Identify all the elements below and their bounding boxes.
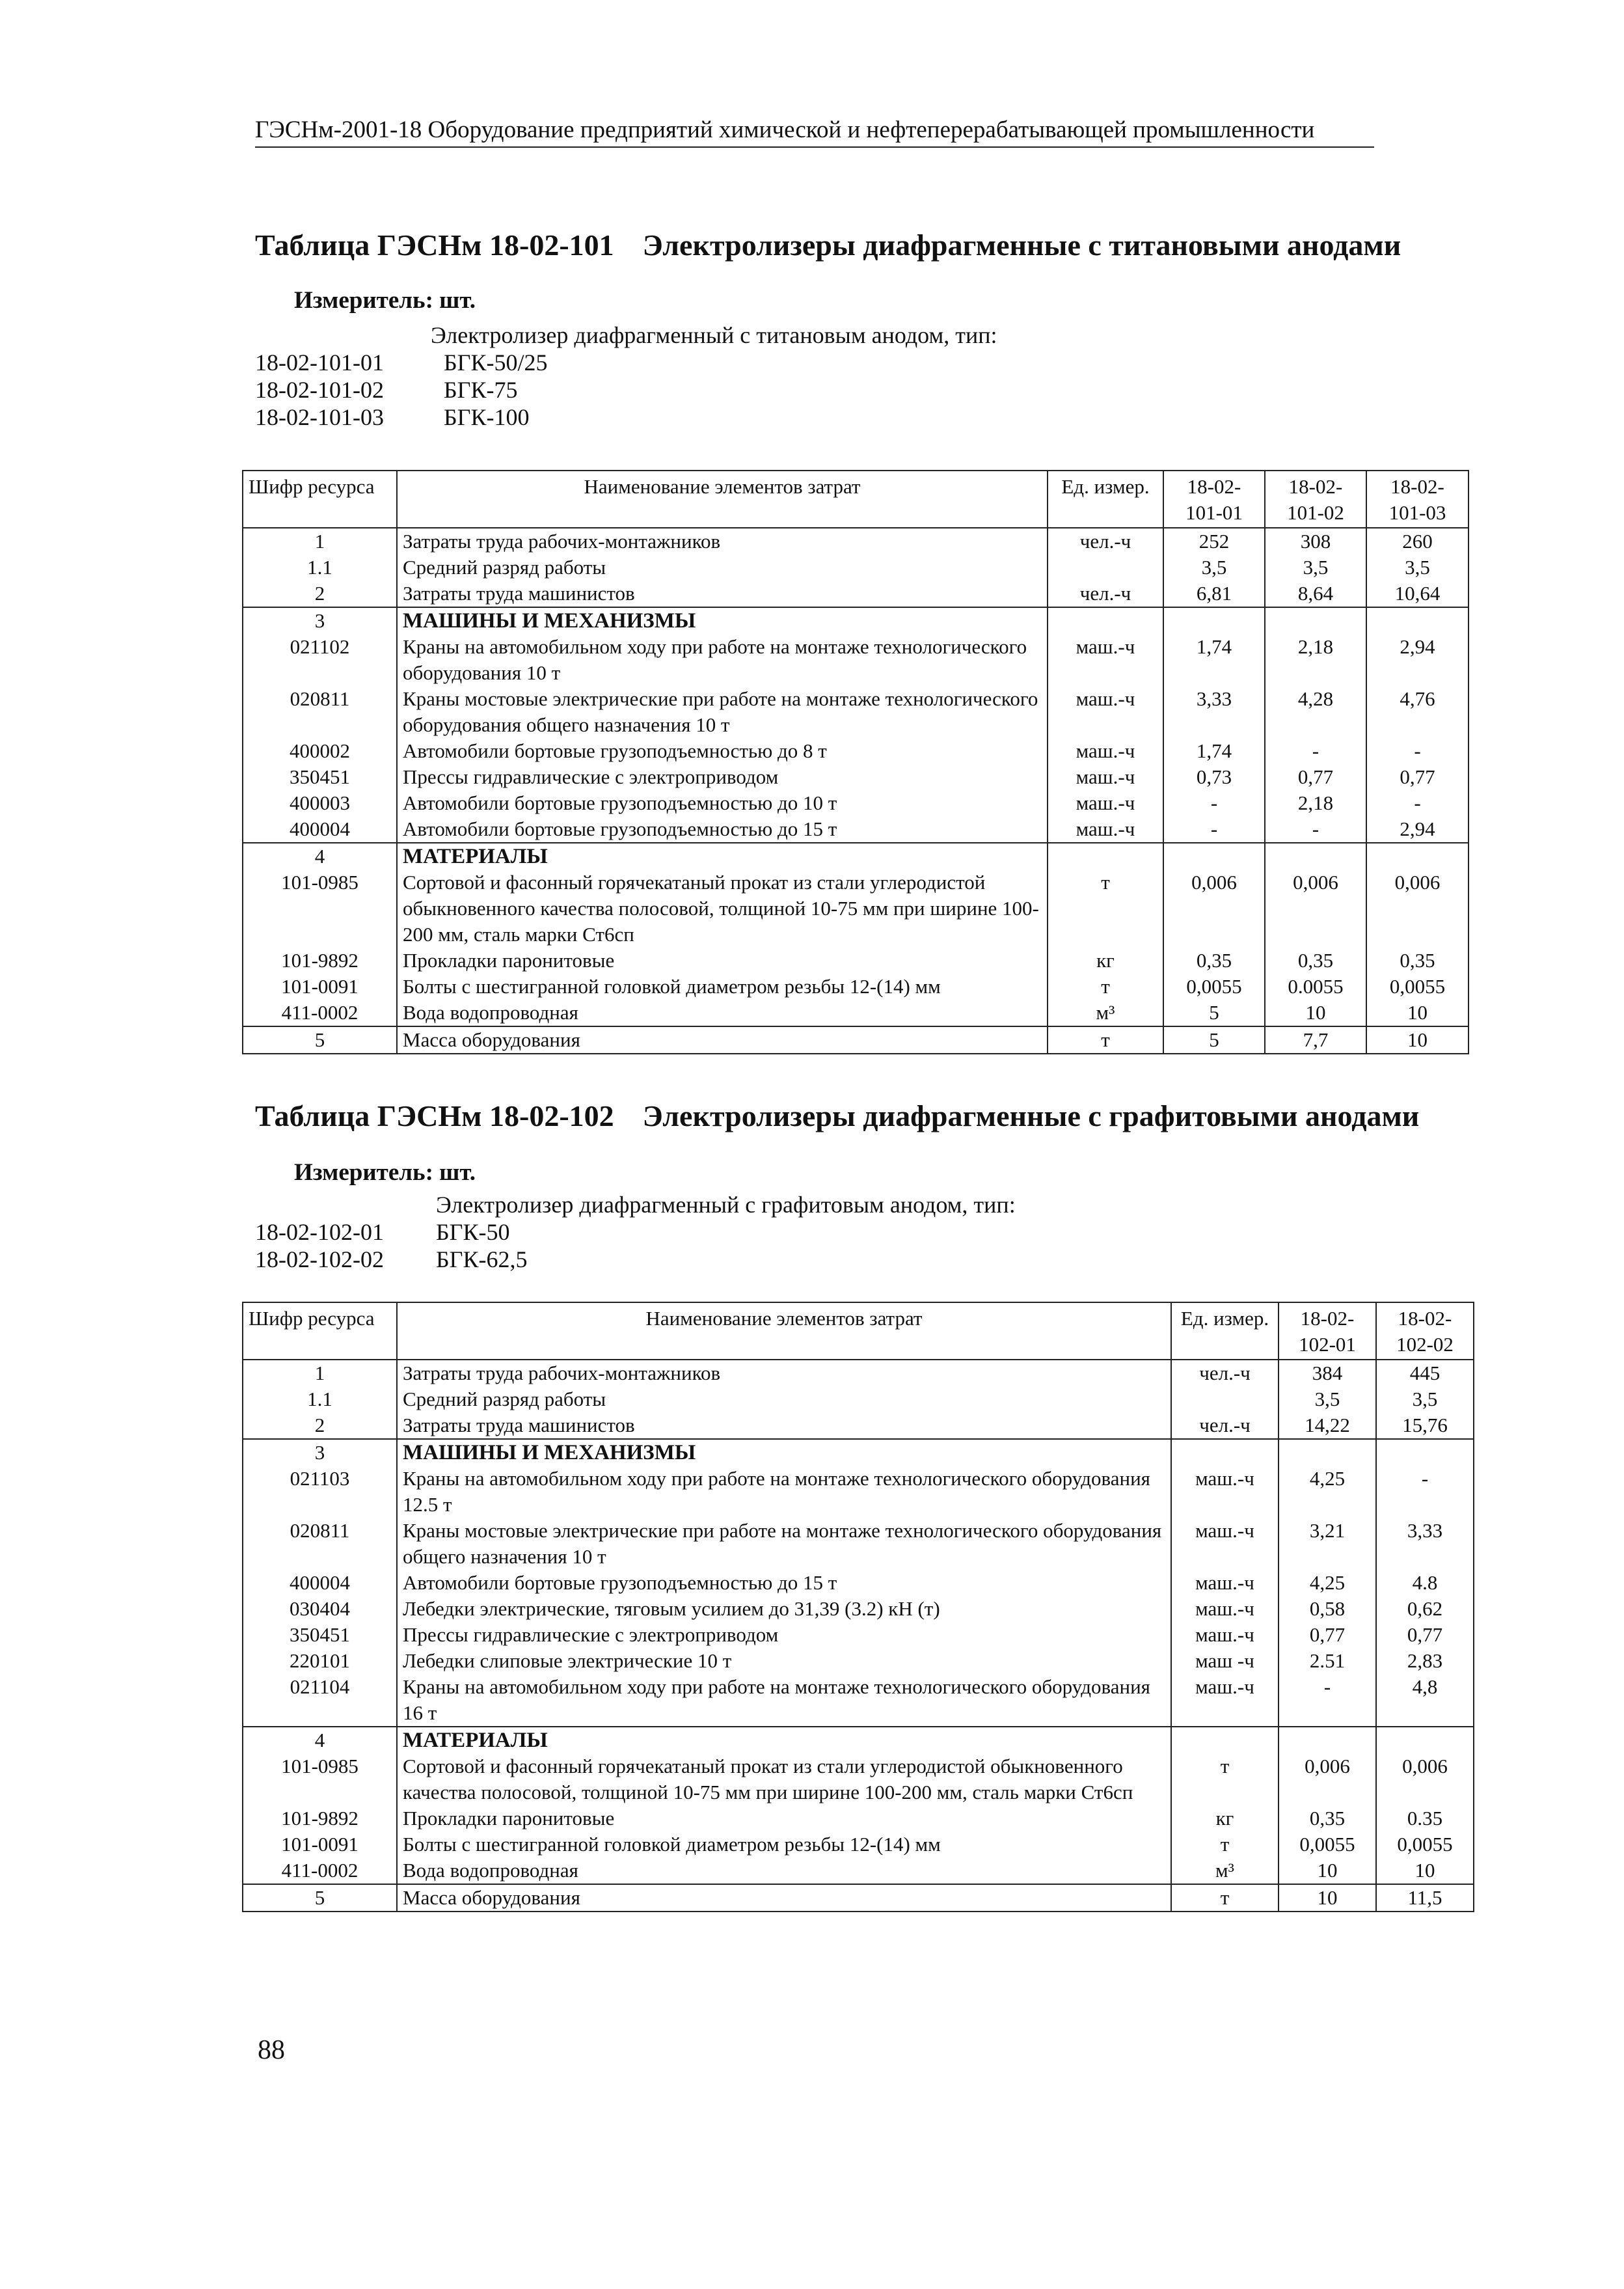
norm-value: 3,5 [1376, 1386, 1474, 1412]
unit: маш.-ч [1171, 1518, 1279, 1570]
variant-code: 18-02-101-02 [255, 377, 384, 403]
table-row [243, 555, 1468, 581]
table-header-row [243, 471, 1468, 528]
column-header: Шифр ресурса [243, 471, 397, 528]
norm-value: 10 [1265, 1000, 1366, 1026]
table-row [243, 790, 1468, 816]
cost-item-name: Прессы гидравлические с электроприводом [397, 764, 1048, 790]
table-1-meter: Измеритель: шт. [294, 287, 476, 314]
norm-value: 2,83 [1376, 1648, 1474, 1674]
norm-value: 4.8 [1376, 1570, 1474, 1596]
resource-code: 4 [243, 843, 397, 870]
norm-value: 2,18 [1265, 634, 1366, 686]
cost-item-name: Автомобили бортовые грузоподъемностью до 15 т [397, 1570, 1171, 1596]
cost-item-name: МАШИНЫ И МЕХАНИЗМЫ [397, 1439, 1171, 1466]
table-row [243, 974, 1468, 1000]
unit: чел.-ч [1048, 528, 1163, 555]
resource-code: 3 [243, 607, 397, 634]
column-header: Ед. измер. [1171, 1302, 1279, 1360]
column-header: Наименование элементов затрат [397, 1302, 1171, 1360]
column-header: Наименование элементов затрат [397, 471, 1048, 528]
resource-code: 1 [243, 1360, 397, 1386]
norm-value: 5 [1163, 1000, 1265, 1026]
unit: кг [1048, 948, 1163, 974]
norm-value: 0,006 [1366, 870, 1468, 948]
norm-value: 0,73 [1163, 764, 1265, 790]
variant-code: 18-02-102-02 [255, 1246, 384, 1272]
variant-intro: Электролизер диафрагменный с титановым анодом, тип: [431, 322, 997, 348]
norm-value: 11,5 [1376, 1884, 1474, 1912]
variant-code: 18-02-102-01 [255, 1219, 384, 1245]
variant-row [255, 376, 997, 404]
table-1-variants [255, 322, 997, 431]
variant-type: БГК-100 [444, 404, 530, 430]
table-row [243, 1753, 1474, 1805]
norm-value: 0,77 [1376, 1622, 1474, 1648]
resource-code: 1.1 [243, 1386, 397, 1412]
norm-value: 15,76 [1376, 1412, 1474, 1439]
norm-value: - [1376, 1466, 1474, 1518]
norm-value: 4,25 [1279, 1570, 1376, 1596]
norm-value: 4,28 [1265, 686, 1366, 738]
norm-value: - [1366, 790, 1468, 816]
norm-value: 3,33 [1163, 686, 1265, 738]
table-row [243, 1518, 1474, 1570]
column-header: 18-02- 102-02 [1376, 1302, 1474, 1360]
norm-value: - [1265, 816, 1366, 843]
table-row [243, 1026, 1468, 1054]
cost-item-name: Затраты труда рабочих-монтажников [397, 1360, 1171, 1386]
unit: т [1171, 1884, 1279, 1912]
cost-item-name: Прокладки паронитовые [397, 1805, 1171, 1831]
norm-value: 3,5 [1366, 555, 1468, 581]
table-1-title [255, 228, 1401, 262]
variant-row [255, 349, 997, 376]
resource-code: 101-0985 [243, 1753, 397, 1805]
cost-item-name: Краны на автомобильном ходу при работе на монтаже технологического оборудования 16 т [397, 1674, 1171, 1727]
cost-item-name: Вода водопроводная [397, 1857, 1171, 1884]
norm-value [1163, 607, 1265, 634]
norm-value [1376, 1439, 1474, 1466]
table-1-code: Таблица ГЭСНм 18-02-101 [255, 228, 614, 262]
norm-value: 0,006 [1376, 1753, 1474, 1805]
unit: маш.-ч [1048, 790, 1163, 816]
norm-value: 2,94 [1366, 816, 1468, 843]
variant-type: БГК-62,5 [436, 1246, 528, 1272]
resource-code: 021102 [243, 634, 397, 686]
resource-code: 101-0091 [243, 1831, 397, 1857]
variant-row [255, 1246, 1016, 1273]
table-row [243, 1570, 1474, 1596]
unit: маш.-ч [1171, 1622, 1279, 1648]
variant-type: БГК-50 [436, 1219, 510, 1245]
norm-value: 4,76 [1366, 686, 1468, 738]
norm-value [1265, 607, 1366, 634]
table-row [243, 634, 1468, 686]
norm-value [1265, 843, 1366, 870]
norm-value: 10 [1279, 1857, 1376, 1884]
unit [1171, 1727, 1279, 1753]
column-header: Шифр ресурса [243, 1302, 397, 1360]
cost-item-name: Прессы гидравлические с электроприводом [397, 1622, 1171, 1648]
cost-item-name: Краны на автомобильном ходу при работе на монтаже технологического оборудования 12.5 т [397, 1466, 1171, 1518]
norm-value: 6,81 [1163, 581, 1265, 607]
unit: маш.-ч [1171, 1596, 1279, 1622]
norm-value [1366, 607, 1468, 634]
unit: т [1171, 1753, 1279, 1805]
table-row [243, 1439, 1474, 1466]
unit: чел.-ч [1171, 1412, 1279, 1439]
cost-item-name: МАТЕРИАЛЫ [397, 843, 1048, 870]
norm-value: - [1265, 738, 1366, 764]
table-row [243, 1412, 1474, 1439]
norm-value [1279, 1727, 1376, 1753]
table-row [243, 1727, 1474, 1753]
resource-code: 350451 [243, 764, 397, 790]
resource-code: 101-9892 [243, 1805, 397, 1831]
norm-value: - [1279, 1674, 1376, 1727]
cost-item-name: Сортовой и фасонный горячекатаный прокат из стали углеродистой обыкновенного качества полосовой, толщиной 10-75 мм при ширине 100-200 мм, сталь марки Ст6сп [397, 870, 1048, 948]
cost-item-name: Прокладки паронитовые [397, 948, 1048, 974]
resource-code: 3 [243, 1439, 397, 1466]
norm-value: 7,7 [1265, 1026, 1366, 1054]
cost-item-name: Средний разряд работы [397, 1386, 1171, 1412]
resource-code: 4 [243, 1727, 397, 1753]
norm-value: 3,5 [1279, 1386, 1376, 1412]
norm-value: 4,8 [1376, 1674, 1474, 1727]
resource-code: 5 [243, 1884, 397, 1912]
cost-item-name: Вода водопроводная [397, 1000, 1048, 1026]
norm-value: 0,62 [1376, 1596, 1474, 1622]
cost-item-name: Средний разряд работы [397, 555, 1048, 581]
variant-type: БГК-50/25 [444, 350, 548, 376]
norm-value: 3,33 [1376, 1518, 1474, 1570]
norm-value: 14,22 [1279, 1412, 1376, 1439]
unit: маш.-ч [1048, 634, 1163, 686]
norm-value: 0,0055 [1279, 1831, 1376, 1857]
table-row [243, 1386, 1474, 1412]
norm-value: 2,94 [1366, 634, 1468, 686]
resource-code: 021104 [243, 1674, 397, 1727]
norm-value: 0,006 [1265, 870, 1366, 948]
unit: маш.-ч [1171, 1570, 1279, 1596]
norm-value: 0,77 [1366, 764, 1468, 790]
norm-value: 0.35 [1376, 1805, 1474, 1831]
norm-value: 0,0055 [1376, 1831, 1474, 1857]
resource-code: 101-0985 [243, 870, 397, 948]
norm-value: 0,58 [1279, 1596, 1376, 1622]
resource-code: 400004 [243, 816, 397, 843]
norm-value: 252 [1163, 528, 1265, 555]
unit: маш.-ч [1048, 686, 1163, 738]
resource-code: 030404 [243, 1596, 397, 1622]
variant-row [255, 404, 997, 431]
norm-value: - [1163, 816, 1265, 843]
cost-item-name: Лебедки слиповые электрические 10 т [397, 1648, 1171, 1674]
table-row [243, 1857, 1474, 1884]
variant-type: БГК-75 [444, 377, 518, 403]
norm-value: 0,77 [1279, 1622, 1376, 1648]
norm-value: 445 [1376, 1360, 1474, 1386]
unit: т [1048, 974, 1163, 1000]
unit: т [1171, 1831, 1279, 1857]
resource-code: 2 [243, 581, 397, 607]
resource-code: 411-0002 [243, 1000, 397, 1026]
variant-intro: Электролизер диафрагменный с графитовым анодом, тип: [436, 1192, 1016, 1218]
cost-item-name: МАТЕРИАЛЫ [397, 1727, 1171, 1753]
cost-item-name: Сортовой и фасонный горячекатаный прокат из стали углеродистой обыкновенного качества полосовой, толщиной 10-75 мм при ширине 100-200 мм, сталь марки Ст6сп [397, 1753, 1171, 1805]
unit [1171, 1439, 1279, 1466]
cost-item-name: Затраты труда рабочих-монтажников [397, 528, 1048, 555]
norm-value: 2.51 [1279, 1648, 1376, 1674]
norm-value [1279, 1439, 1376, 1466]
variant-code: 18-02-101-01 [255, 350, 384, 376]
unit: маш.-ч [1048, 816, 1163, 843]
norm-value: 3,5 [1265, 555, 1366, 581]
resource-code: 400002 [243, 738, 397, 764]
norm-value: 1,74 [1163, 738, 1265, 764]
table-1 [242, 470, 1469, 1054]
table-row [243, 581, 1468, 607]
table-row [243, 870, 1468, 948]
norm-value: 0,0055 [1366, 974, 1468, 1000]
table-row [243, 607, 1468, 634]
unit: т [1048, 1026, 1163, 1054]
cost-item-name: Болты с шестигранной головкой диаметром резьбы 12-(14) мм [397, 974, 1048, 1000]
resource-code: 5 [243, 1026, 397, 1054]
resource-code: 1 [243, 528, 397, 555]
norm-value: 384 [1279, 1360, 1376, 1386]
table-row [243, 1360, 1474, 1386]
table-row [243, 764, 1468, 790]
column-header: 18-02- 101-01 [1163, 471, 1265, 528]
table-2-title [255, 1099, 1419, 1133]
table-row [243, 1831, 1474, 1857]
norm-value [1376, 1727, 1474, 1753]
table-row [243, 1466, 1474, 1518]
table-row [243, 816, 1468, 843]
unit: маш.-ч [1048, 764, 1163, 790]
resource-code: 020811 [243, 1518, 397, 1570]
cost-item-name: Краны мостовые электрические при работе на монтаже технологического оборудования общего назначения 10 т [397, 686, 1048, 738]
table-row [243, 1648, 1474, 1674]
unit: маш.-ч [1048, 738, 1163, 764]
norm-value: 0,006 [1279, 1753, 1376, 1805]
norm-value: 0,77 [1265, 764, 1366, 790]
table-row [243, 1674, 1474, 1727]
resource-code: 2 [243, 1412, 397, 1439]
norm-value: 0,35 [1265, 948, 1366, 974]
table-row [243, 843, 1468, 870]
cost-item-name: Автомобили бортовые грузоподъемностью до 15 т [397, 816, 1048, 843]
cost-item-name: Лебедки электрические, тяговым усилием до 31,39 (3.2) кН (т) [397, 1596, 1171, 1622]
norm-value: 4,25 [1279, 1466, 1376, 1518]
cost-item-name: Краны мостовые электрические при работе на монтаже технологического оборудования общего назначения 10 т [397, 1518, 1171, 1570]
column-header: 18-02- 101-03 [1366, 471, 1468, 528]
cost-item-name: Автомобили бортовые грузоподъемностью до 10 т [397, 790, 1048, 816]
norm-value: 308 [1265, 528, 1366, 555]
running-header: ГЭСНм-2001-18 Оборудование предприятий химической и нефтеперерабатывающей промышленности [255, 116, 1374, 148]
norm-value: 8,64 [1265, 581, 1366, 607]
cost-item-name: Затраты труда машинистов [397, 1412, 1171, 1439]
norm-value: 10 [1376, 1857, 1474, 1884]
norm-value: 2,18 [1265, 790, 1366, 816]
cost-item-name: Масса оборудования [397, 1026, 1048, 1054]
resource-code: 400003 [243, 790, 397, 816]
page-number: 88 [258, 2035, 285, 2065]
unit: чел.-ч [1048, 581, 1163, 607]
cost-item-name: МАШИНЫ И МЕХАНИЗМЫ [397, 607, 1048, 634]
norm-value: 0,35 [1279, 1805, 1376, 1831]
table-row [243, 1596, 1474, 1622]
norm-value: 10 [1366, 1000, 1468, 1026]
table-row [243, 686, 1468, 738]
table-1-name: Электролизеры диафрагменные с титановыми анодами [642, 228, 1401, 262]
norm-value: 10 [1366, 1026, 1468, 1054]
resource-code: 101-9892 [243, 948, 397, 974]
norm-value: 0,35 [1163, 948, 1265, 974]
norm-value: 0.0055 [1265, 974, 1366, 1000]
cost-item-name: Масса оборудования [397, 1884, 1171, 1912]
norm-value: 0,35 [1366, 948, 1468, 974]
table-2 [242, 1302, 1474, 1912]
cost-item-name: Краны на автомобильном ходу при работе на монтаже технологического оборудования 10 т [397, 634, 1048, 686]
norm-value: 3,21 [1279, 1518, 1376, 1570]
table-row [243, 738, 1468, 764]
unit: т [1048, 870, 1163, 948]
table-2-meter: Измеритель: шт. [294, 1159, 476, 1186]
table-row [243, 1805, 1474, 1831]
resource-code: 020811 [243, 686, 397, 738]
variant-code: 18-02-101-03 [255, 404, 384, 430]
table-row [243, 1884, 1474, 1912]
resource-code: 350451 [243, 1622, 397, 1648]
unit [1048, 607, 1163, 634]
resource-code: 101-0091 [243, 974, 397, 1000]
table-2-variants [255, 1191, 1016, 1273]
table-row [243, 948, 1468, 974]
unit [1048, 843, 1163, 870]
norm-value: 0,006 [1163, 870, 1265, 948]
cost-item-name: Болты с шестигранной головкой диаметром резьбы 12-(14) мм [397, 1831, 1171, 1857]
cost-item-name: Автомобили бортовые грузоподъемностью до 8 т [397, 738, 1048, 764]
norm-value [1163, 843, 1265, 870]
unit: м³ [1048, 1000, 1163, 1026]
unit: маш -ч [1171, 1648, 1279, 1674]
norm-value [1366, 843, 1468, 870]
column-header: Ед. измер. [1048, 471, 1163, 528]
table-header-row [243, 1302, 1474, 1360]
norm-value: 0,0055 [1163, 974, 1265, 1000]
resource-code: 411-0002 [243, 1857, 397, 1884]
norm-value: 3,5 [1163, 555, 1265, 581]
unit [1048, 555, 1163, 581]
column-header: 18-02- 102-01 [1279, 1302, 1376, 1360]
variant-row [255, 1218, 1016, 1246]
resource-code: 021103 [243, 1466, 397, 1518]
unit: маш.-ч [1171, 1466, 1279, 1518]
table-row [243, 528, 1468, 555]
unit: м³ [1171, 1857, 1279, 1884]
norm-value: - [1366, 738, 1468, 764]
unit: маш.-ч [1171, 1674, 1279, 1727]
table-row [243, 1000, 1468, 1026]
unit: чел.-ч [1171, 1360, 1279, 1386]
table-2-name: Электролизеры диафрагменные с графитовыми анодами [642, 1099, 1420, 1132]
unit [1171, 1386, 1279, 1412]
norm-value: 10,64 [1366, 581, 1468, 607]
table-2-code: Таблица ГЭСНм 18-02-102 [255, 1099, 614, 1132]
table-row [243, 1622, 1474, 1648]
norm-value: - [1163, 790, 1265, 816]
norm-value: 1,74 [1163, 634, 1265, 686]
resource-code: 1.1 [243, 555, 397, 581]
unit: кг [1171, 1805, 1279, 1831]
resource-code: 220101 [243, 1648, 397, 1674]
resource-code: 400004 [243, 1570, 397, 1596]
norm-value: 10 [1279, 1884, 1376, 1912]
cost-item-name: Затраты труда машинистов [397, 581, 1048, 607]
norm-value: 260 [1366, 528, 1468, 555]
column-header: 18-02- 101-02 [1265, 471, 1366, 528]
norm-value: 5 [1163, 1026, 1265, 1054]
